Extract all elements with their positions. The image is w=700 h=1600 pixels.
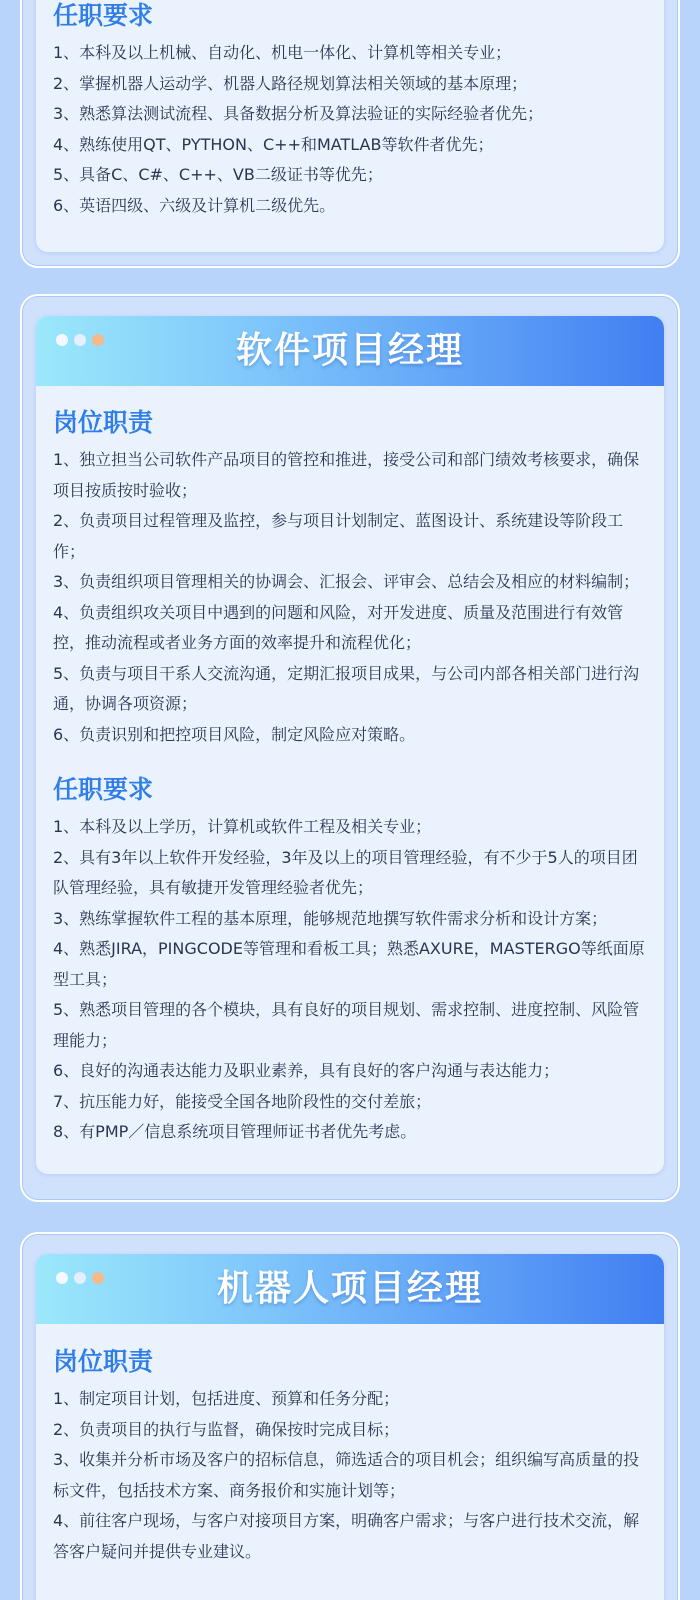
list-item: 5、负责与项目干系人交流沟通，定期汇报项目成果，与公司内部各相关部门进行沟通，协调各项资源；: [53, 663, 640, 713]
duties-list: [53, 445, 650, 750]
duties-list: [53, 1384, 650, 1567]
list-item: 2、负责项目的执行与监督，确保按时完成目标；: [53, 1419, 400, 1439]
list-item: 3、熟悉算法测试流程、具备数据分析及算法验证的实际经验者优先；: [53, 104, 544, 123]
list-item: 2、负责项目过程管理及监控，参与项目计划制定、蓝图设计、系统建设等阶段工作；: [53, 511, 624, 561]
section-title-duties: 岗位职责: [53, 1347, 154, 1376]
list-item: 4、前往客户现场，与客户对接项目方案，明确客户需求；与客户进行技术交流，解答客户疑问并提供专业建议。: [53, 1511, 640, 1561]
list-item: 8、有PMP／信息系统项目管理师证书者优先考虑。: [53, 1122, 417, 1141]
job-title: 机器人项目经理: [216, 1268, 483, 1309]
list-item: 3、熟练掌握软件工程的基本原理，能够规范地撰写软件需求分析和设计方案；: [53, 908, 608, 928]
list-item: 3、收集并分析市场及客户的招标信息，筛选适合的项目机会；组织编写高质量的投标文件，包括技术方案、商务报价和实施计划等；: [53, 1450, 640, 1500]
duties-section: [36, 386, 664, 750]
job-card-2-panel: [36, 316, 664, 1174]
list-item: 4、熟练使用QT、PYTHON、C++和MATLAB等软件者优先；: [53, 134, 494, 154]
list-item: 4、负责组织攻关项目中遇到的问题和风险，对开发进度、质量及范围进行有效管控，推动流程或者业务方面的效率提升和流程优化；: [53, 602, 624, 652]
list-item: 5、熟悉项目管理的各个模块，具有良好的项目规划、需求控制、进度控制、风险管理能力；: [53, 1000, 640, 1050]
list-item: 2、掌握机器人运动学、机器人路径规划算法相关领域的基本原理；: [53, 73, 528, 93]
job-title: 软件项目经理: [235, 330, 464, 371]
list-item: 1、本科及以上机械、自动化、机电一体化、计算机等相关专业；: [53, 43, 512, 62]
requirements-list: [53, 812, 650, 1148]
list-item: 6、英语四级、六级及计算机二级优先。: [53, 195, 336, 215]
card-header: [36, 1254, 664, 1324]
list-item: 6、负责识别和把控项目风险，制定风险应对策略。: [53, 724, 416, 744]
section-title-requirements: 任职要求: [53, 1, 154, 30]
job-card-1-panel: [36, 0, 664, 252]
list-item: 5、具备C、C#、C++、VB二级证书等优先；: [53, 165, 383, 184]
list-item: 7、抗压能力好，能接受全国各地阶段性的交付差旅；: [53, 1091, 432, 1111]
requirements-section: [36, 750, 664, 1148]
list-item: 1、本科及以上学历，计算机或软件工程及相关专业；: [53, 817, 432, 836]
list-item: 6、良好的沟通表达能力及职业素养，具有良好的客户沟通与表达能力；: [53, 1061, 560, 1080]
list-item: 1、独立担当公司软件产品项目的管控和推进，接受公司和部门绩效考核要求，确保项目按质按时验收；: [53, 450, 640, 500]
job-card-3: [20, 1232, 680, 1600]
requirements-list: [53, 38, 650, 221]
list-item: 1、制定项目计划，包括进度、预算和任务分配；: [53, 1389, 400, 1408]
list-item: 2、具有3年以上软件开发经验，3年及以上的项目管理经验，有不少于5人的项目团队管理经验，具有敏捷开发管理经验者优先；: [53, 847, 638, 897]
job-card-3-panel: [36, 1254, 664, 1600]
job-card-2: [20, 294, 680, 1202]
card-header: [36, 316, 664, 386]
requirements-section: [36, 0, 664, 221]
section-title-requirements: 任职要求: [53, 775, 154, 804]
job-card-1: [20, 0, 680, 268]
duties-section: [36, 1324, 664, 1567]
list-item: 4、熟悉JIRA，PINGCODE等管理和看板工具；熟悉AXURE，MASTERGO等纸面原型工具；: [53, 939, 645, 989]
list-item: 3、负责组织项目管理相关的协调会、汇报会、评审会、总结会及相应的材料编制；: [53, 572, 640, 591]
section-title-duties: 岗位职责: [53, 408, 154, 437]
